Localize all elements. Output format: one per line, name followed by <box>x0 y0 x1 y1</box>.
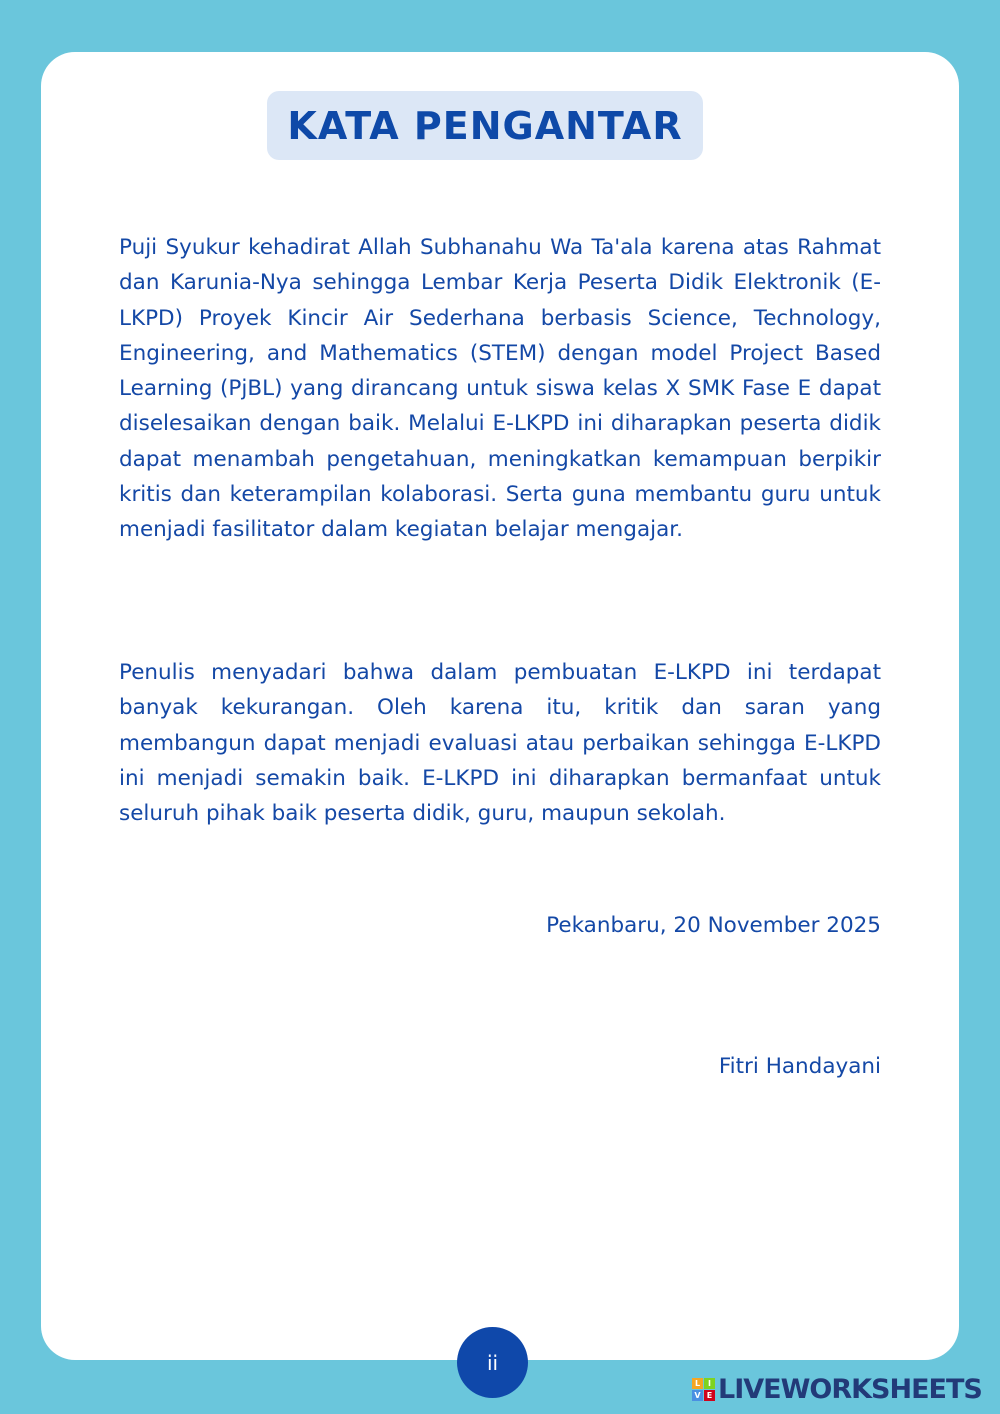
logo-letter: I <box>704 1378 715 1389</box>
watermark-text: LIVEWORKSHEETS <box>718 1373 982 1405</box>
logo-letter: E <box>704 1390 715 1401</box>
page-number: ii <box>486 1350 499 1375</box>
logo-letter: L <box>692 1378 703 1389</box>
liveworksheets-logo-icon <box>692 1378 715 1401</box>
page-number-badge <box>457 1327 528 1398</box>
paragraph-intro: Puji Syukur kehadirat Allah Subhanahu Wa Ta'ala karena atas Rahmat dan Karunia-Nya sehingga Lembar Kerja Peserta Didik Elektronik (E-LKPD) Proyek Kincir Air Sederhana berbasis Science, Technology, Engineering, and Mathematics (STEM) dengan model Project Based Learning (PjBL) yang dirancang untuk siswa kelas X SMK Fase E dapat diselesaikan dengan baik. Melalui E-LKPD ini diharapkan peserta didik dapat menambah pengetahuan, meningkatkan kemampuan berpikir kritis dan keterampilan kolaborasi. Serta guna membantu guru untuk menjadi fasilitator dalam kegiatan belajar mengajar. <box>119 235 881 543</box>
signer-name: Fitri Handayani <box>718 1054 881 1079</box>
liveworksheets-watermark[interactable] <box>692 1372 982 1406</box>
page-title: KATA PENGANTAR <box>287 103 683 148</box>
paragraph-closing: Penulis menyadari bahwa dalam pembuatan E-LKPD ini terdapat banyak kekurangan. Oleh karena itu, kritik dan saran yang membangun dapat menjadi evaluasi atau perbaikan sehingga E-LKPD ini menjadi semakin baik. E-LKPD ini diharapkan bermanfaat untuk seluruh pihak baik peserta didik, guru, maupun sekolah. <box>119 660 881 827</box>
place-date: Pekanbaru, 20 November 2025 <box>546 913 881 938</box>
logo-letter: V <box>692 1390 703 1401</box>
title-box <box>267 91 703 160</box>
